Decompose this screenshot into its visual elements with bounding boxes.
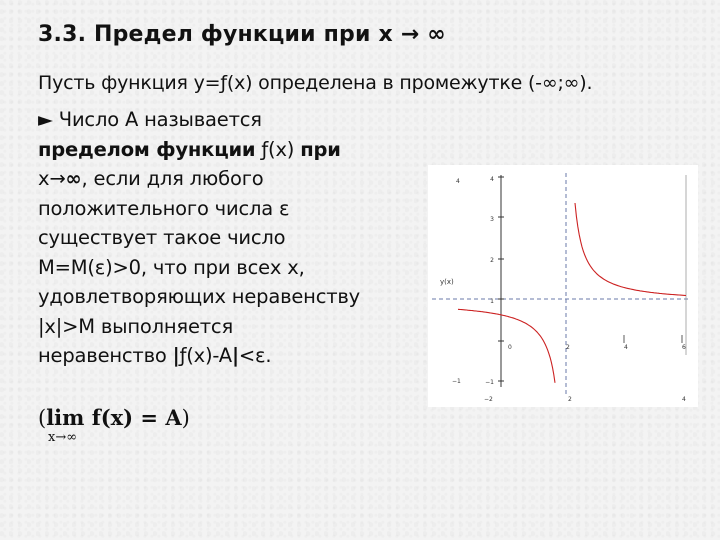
limit-expression: lim f(x) = A bbox=[46, 405, 182, 430]
right-hyperbola-branch bbox=[575, 203, 686, 296]
graph-axes bbox=[498, 175, 686, 387]
x-tick-label: 2 bbox=[566, 344, 570, 351]
function-graph bbox=[428, 165, 698, 407]
corner-label: 2 bbox=[568, 396, 572, 403]
y-tick-label: 3 bbox=[490, 216, 494, 223]
definition-line-5: существует такое число bbox=[38, 226, 286, 249]
graph-svg bbox=[428, 165, 698, 407]
intro-sentence: Пусть функция y=ƒ(x) определена в промежутке (-∞;∞). bbox=[38, 72, 593, 94]
definition-line-7: удовлетворяющих неравенству bbox=[38, 285, 361, 308]
limit-subscript: x→∞ bbox=[48, 430, 78, 445]
x-tick-label: 4 bbox=[624, 344, 628, 351]
y-axis-label: y(x) bbox=[440, 278, 454, 286]
corner-label: 4 bbox=[682, 396, 686, 403]
y-tick-label: −1 bbox=[485, 379, 494, 386]
corner-label: −2 bbox=[484, 396, 493, 403]
limit-formula: (lim f(x) = A) x→∞ bbox=[38, 405, 190, 445]
graph-labels bbox=[440, 176, 686, 403]
graph-asymptote-lines bbox=[432, 173, 690, 395]
x-tick-label: 0 bbox=[508, 344, 512, 351]
graph-curves bbox=[458, 203, 686, 383]
x-tick-label: 6 bbox=[682, 344, 686, 351]
definition-line-4: положительного числа ε bbox=[38, 196, 290, 220]
corner-label: −1 bbox=[452, 378, 461, 385]
definition-text bbox=[38, 105, 428, 371]
definition-line-9: неравенство |ƒ(x)-A|<ε. bbox=[38, 344, 272, 367]
definition-line-8: |x|>M выполняется bbox=[38, 314, 233, 338]
bullet-arrow-icon: ► bbox=[38, 108, 53, 131]
definition-line-2: пределом функции ƒ(x) при bbox=[38, 137, 341, 161]
y-tick-label: 2 bbox=[490, 257, 494, 264]
corner-label: 4 bbox=[456, 178, 460, 185]
definition-line-3: х→∞, если для любого bbox=[38, 167, 264, 190]
y-tick-label: 4 bbox=[490, 176, 494, 183]
y-tick-label: 1 bbox=[490, 298, 494, 305]
slide-title: 3.3. Предел функции при х → ∞ bbox=[38, 22, 446, 47]
definition-line-1: ► Число А называется bbox=[38, 108, 262, 131]
definition-line-6: М=М(ε)>0, что при всех х, bbox=[38, 255, 305, 279]
left-hyperbola-branch bbox=[458, 309, 555, 383]
